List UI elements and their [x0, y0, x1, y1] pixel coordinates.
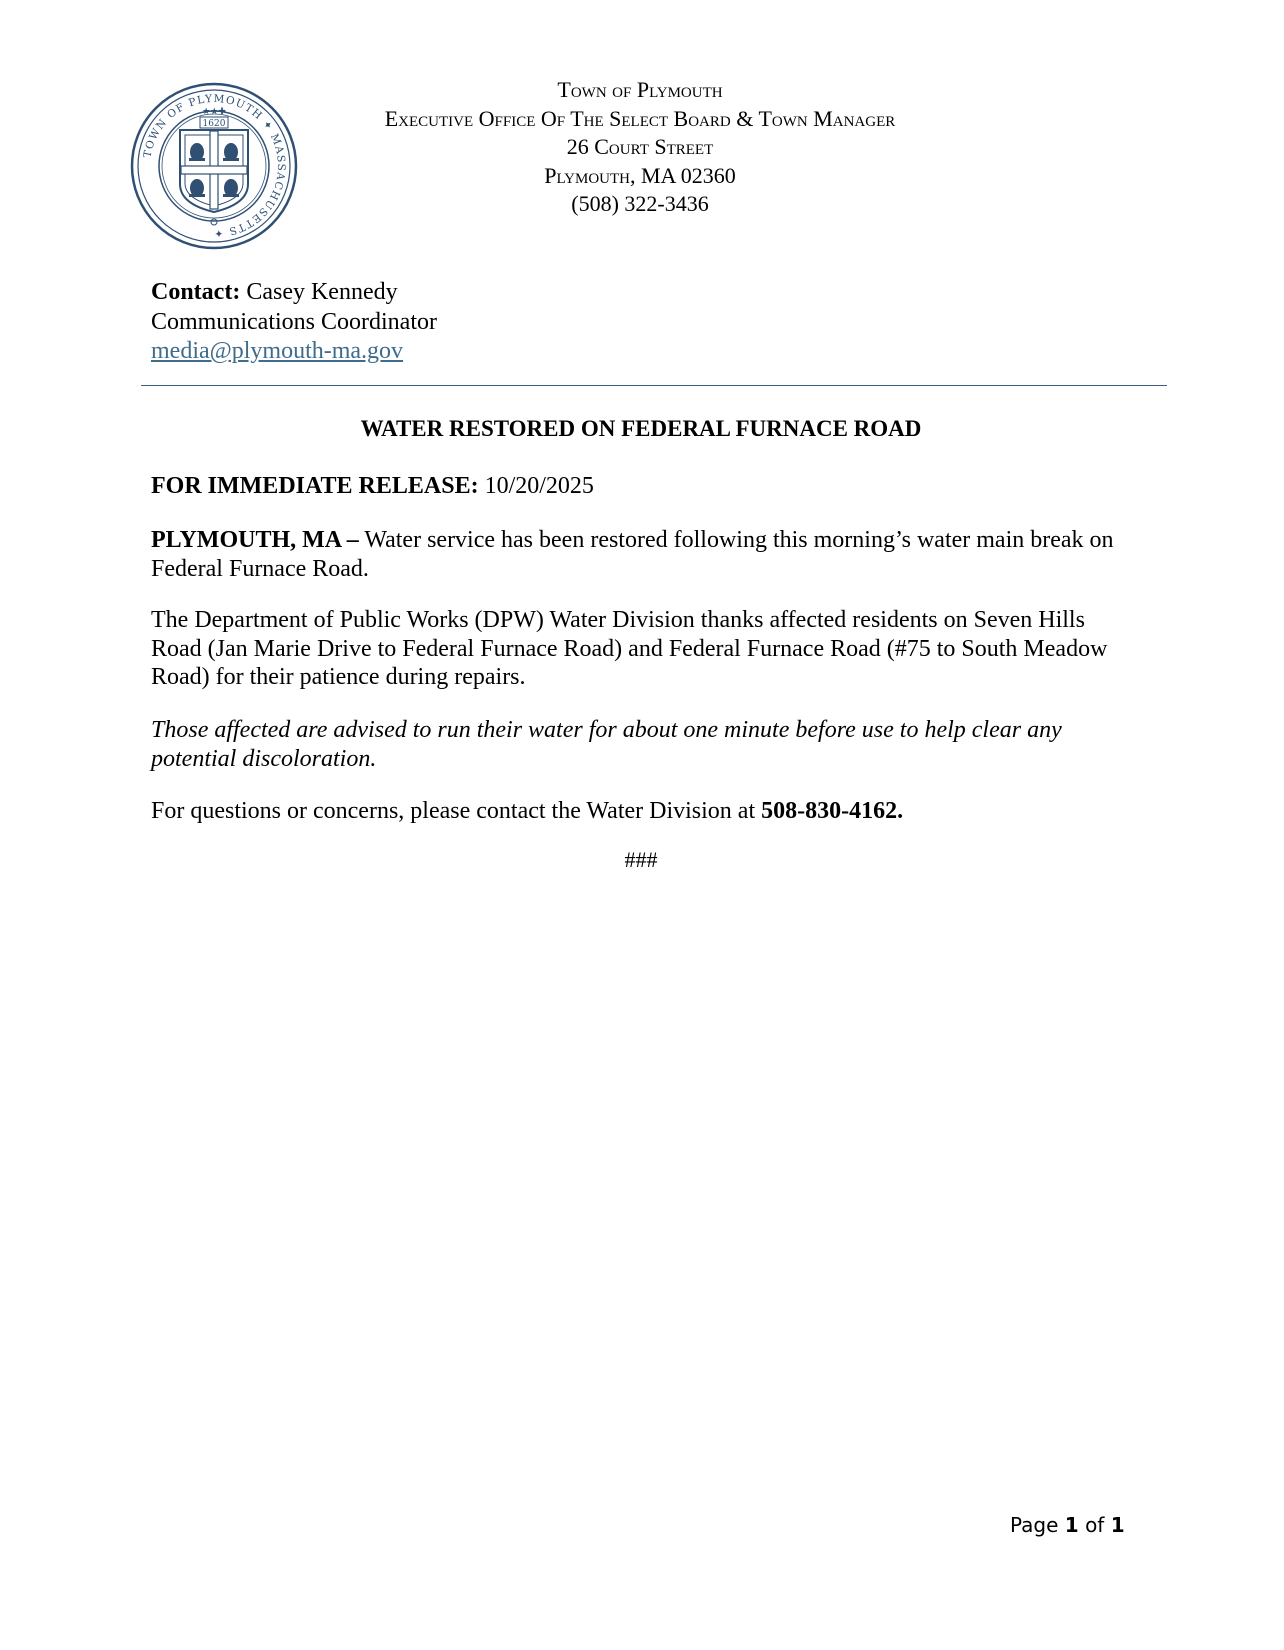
dateline: PLYMOUTH, MA –: [151, 527, 359, 553]
letterhead-city: Plymouth, MA 02360: [544, 162, 736, 188]
contact-block: [151, 278, 437, 367]
contact-line: [151, 278, 437, 308]
letterhead-phone: (508) 322-3436: [571, 191, 709, 216]
contact-label: Contact:: [151, 279, 241, 305]
paragraph4-text: For questions or concerns, please contact the Water Division at: [151, 798, 756, 824]
contact-name: Casey Kennedy: [246, 279, 398, 305]
page-current: 1: [1064, 1513, 1079, 1537]
letterhead-office: Executive Office Of The Select Board & Town Manager: [384, 105, 896, 131]
letterhead-street: 26 Court Street: [566, 134, 714, 159]
press-release-headline: WATER RESTORED ON FEDERAL FURNACE ROAD: [360, 416, 922, 441]
paragraph-thanks: The Department of Public Works (DPW) Water Division thanks affected residents on Seven Hills Road (Jan Marie Drive to Federal Furnace Road) and Federal Furnace Road (#75 to South Meadow Road) for their patience during repairs.: [151, 607, 1108, 690]
page-total: 1: [1110, 1513, 1125, 1537]
paragraph-contact: [151, 797, 1141, 826]
page-label: Page: [1010, 1513, 1059, 1537]
paragraph1-text: Water service has been restored following this morning’s water main break on Federal Furnace Road.: [151, 527, 1114, 582]
release-label: FOR IMMEDIATE RELEASE:: [151, 473, 479, 499]
svg-text:TOWN OF PLYMOUTH ✦ MASSACHUSET: TOWN OF PLYMOUTH ✦ MASSACHUSETTS ✦: [141, 92, 288, 240]
divider-rule: [141, 385, 1167, 386]
end-mark: ###: [624, 847, 658, 872]
paragraph-dateline: [151, 526, 1141, 583]
town-seal-logo: [130, 82, 298, 250]
letterhead: [300, 76, 980, 219]
svg-text:★★✚: ★★✚: [202, 106, 226, 116]
water-division-phone: 508-830-4162.: [761, 798, 904, 824]
release-line: [151, 472, 1141, 501]
letterhead-town: Town of Plymouth: [557, 77, 723, 102]
paragraph-advisory: Those affected are advised to run their water for about one minute before use to help clear any potential discoloration.: [151, 717, 1062, 772]
contact-email-link[interactable]: media@plymouth-ma.gov: [151, 338, 404, 364]
contact-title: Communications Coordinator: [151, 308, 437, 335]
release-date: 10/20/2025: [484, 473, 594, 499]
seal-year: 1620: [202, 119, 226, 129]
page-number: [1010, 1513, 1125, 1537]
page-of-label: of: [1085, 1513, 1105, 1537]
